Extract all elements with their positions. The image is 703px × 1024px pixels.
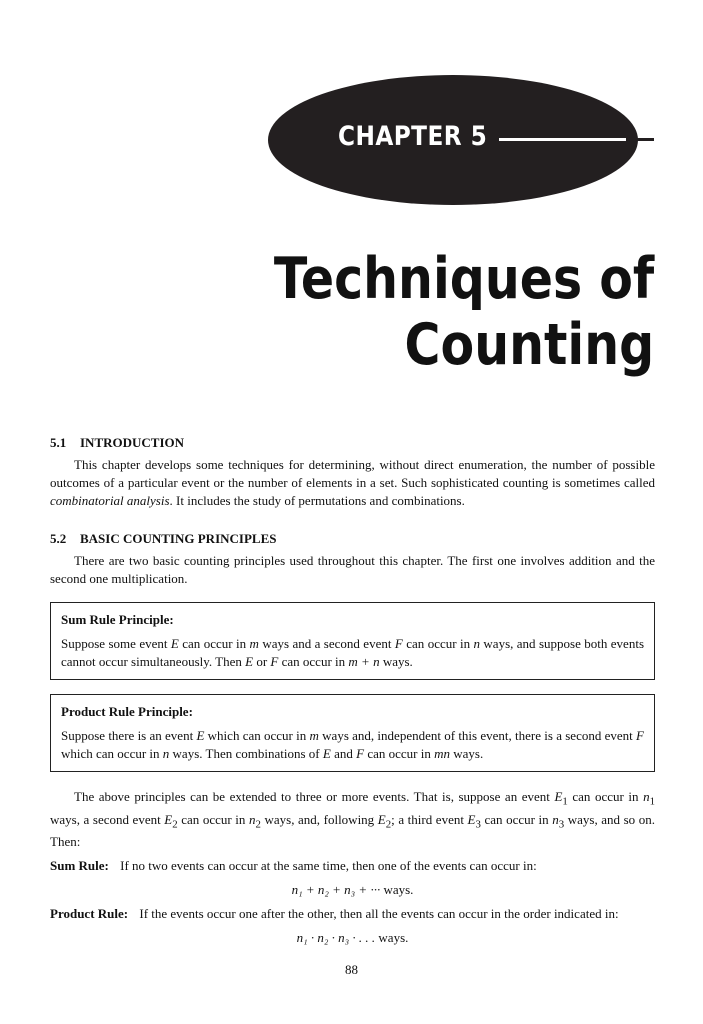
product-rule-text: If the events occur one after the other, then all the events can occur in the order indicated in:: [139, 906, 619, 922]
sum-rule-line: [50, 857, 655, 875]
box-text: Suppose there is an event E which can occur in m ways and, independent of this event, there is a second event F which can occur in n ways. Then combinations of E and F can occur in mn ways.: [61, 728, 644, 761]
product-rule-line: [50, 905, 655, 923]
chapter-rule-tail: [626, 138, 654, 141]
box-title: Product Rule Principle:: [61, 704, 193, 719]
section-title: BASIC COUNTING PRINCIPLES: [80, 531, 277, 546]
chapter-title-line2: Counting: [404, 312, 654, 378]
product-rule-label: Product Rule:: [50, 906, 129, 922]
sum-rule-text: If no two events can occur at the same time, then one of the events can occur in:: [120, 858, 537, 874]
paragraph-text: . It includes the study of permutations and combinations.: [169, 493, 465, 508]
section-heading-introduction: [50, 434, 655, 452]
emphasis-term: combinatorial analysis: [50, 493, 170, 508]
product-rule-formula: n₁ · n₂ · n₃ · . . . ways.: [296, 930, 409, 946]
introduction-paragraph: [50, 456, 655, 510]
page-content: [50, 434, 655, 947]
chapter-title: [274, 246, 654, 378]
section-number: 5.2: [50, 531, 67, 546]
product-rule-principle-box: [50, 694, 655, 772]
section-title: INTRODUCTION: [80, 435, 185, 450]
extension-paragraph: The above principles can be extended to three or more events. That is, suppose an event $E_1$ can occur in $n_1$ ways, a second event $E_2$ can occur in $n_2$ ways, and, following $E_2$; a third event $E_3$ can occur in $n_3$ ways, and so on. Then:: [50, 789, 655, 850]
box-title: Sum Rule Principle:: [61, 612, 174, 627]
sum-rule-formula: n₁ + n₂ + n₃ + ··· ways.: [291, 882, 414, 898]
section-number: 5.1: [50, 435, 67, 450]
page-number: 88: [345, 962, 358, 977]
chapter-label: CHAPTER 5: [338, 121, 488, 152]
sum-rule-label: Sum Rule:: [50, 858, 109, 874]
paragraph-text: This chapter develops some techniques for determining, without direct enumeration, the number of possible outcomes of a particular event or the number of elements in a set. Such sophisticated counting is sometimes called: [50, 457, 655, 490]
section-heading-basic-counting: [50, 530, 655, 548]
chapter-title-line1: Techniques of: [273, 246, 654, 312]
sum-rule-principle-box: [50, 602, 655, 680]
basic-counting-paragraph: There are two basic counting principles used throughout this chapter. The first one involves addition and the second one multiplication.: [50, 553, 655, 586]
box-text: Suppose some event E can occur in m ways and a second event F can occur in n ways, and suppose both events cannot occur simultaneously. Then E or F can occur in m + n ways.: [61, 636, 644, 669]
